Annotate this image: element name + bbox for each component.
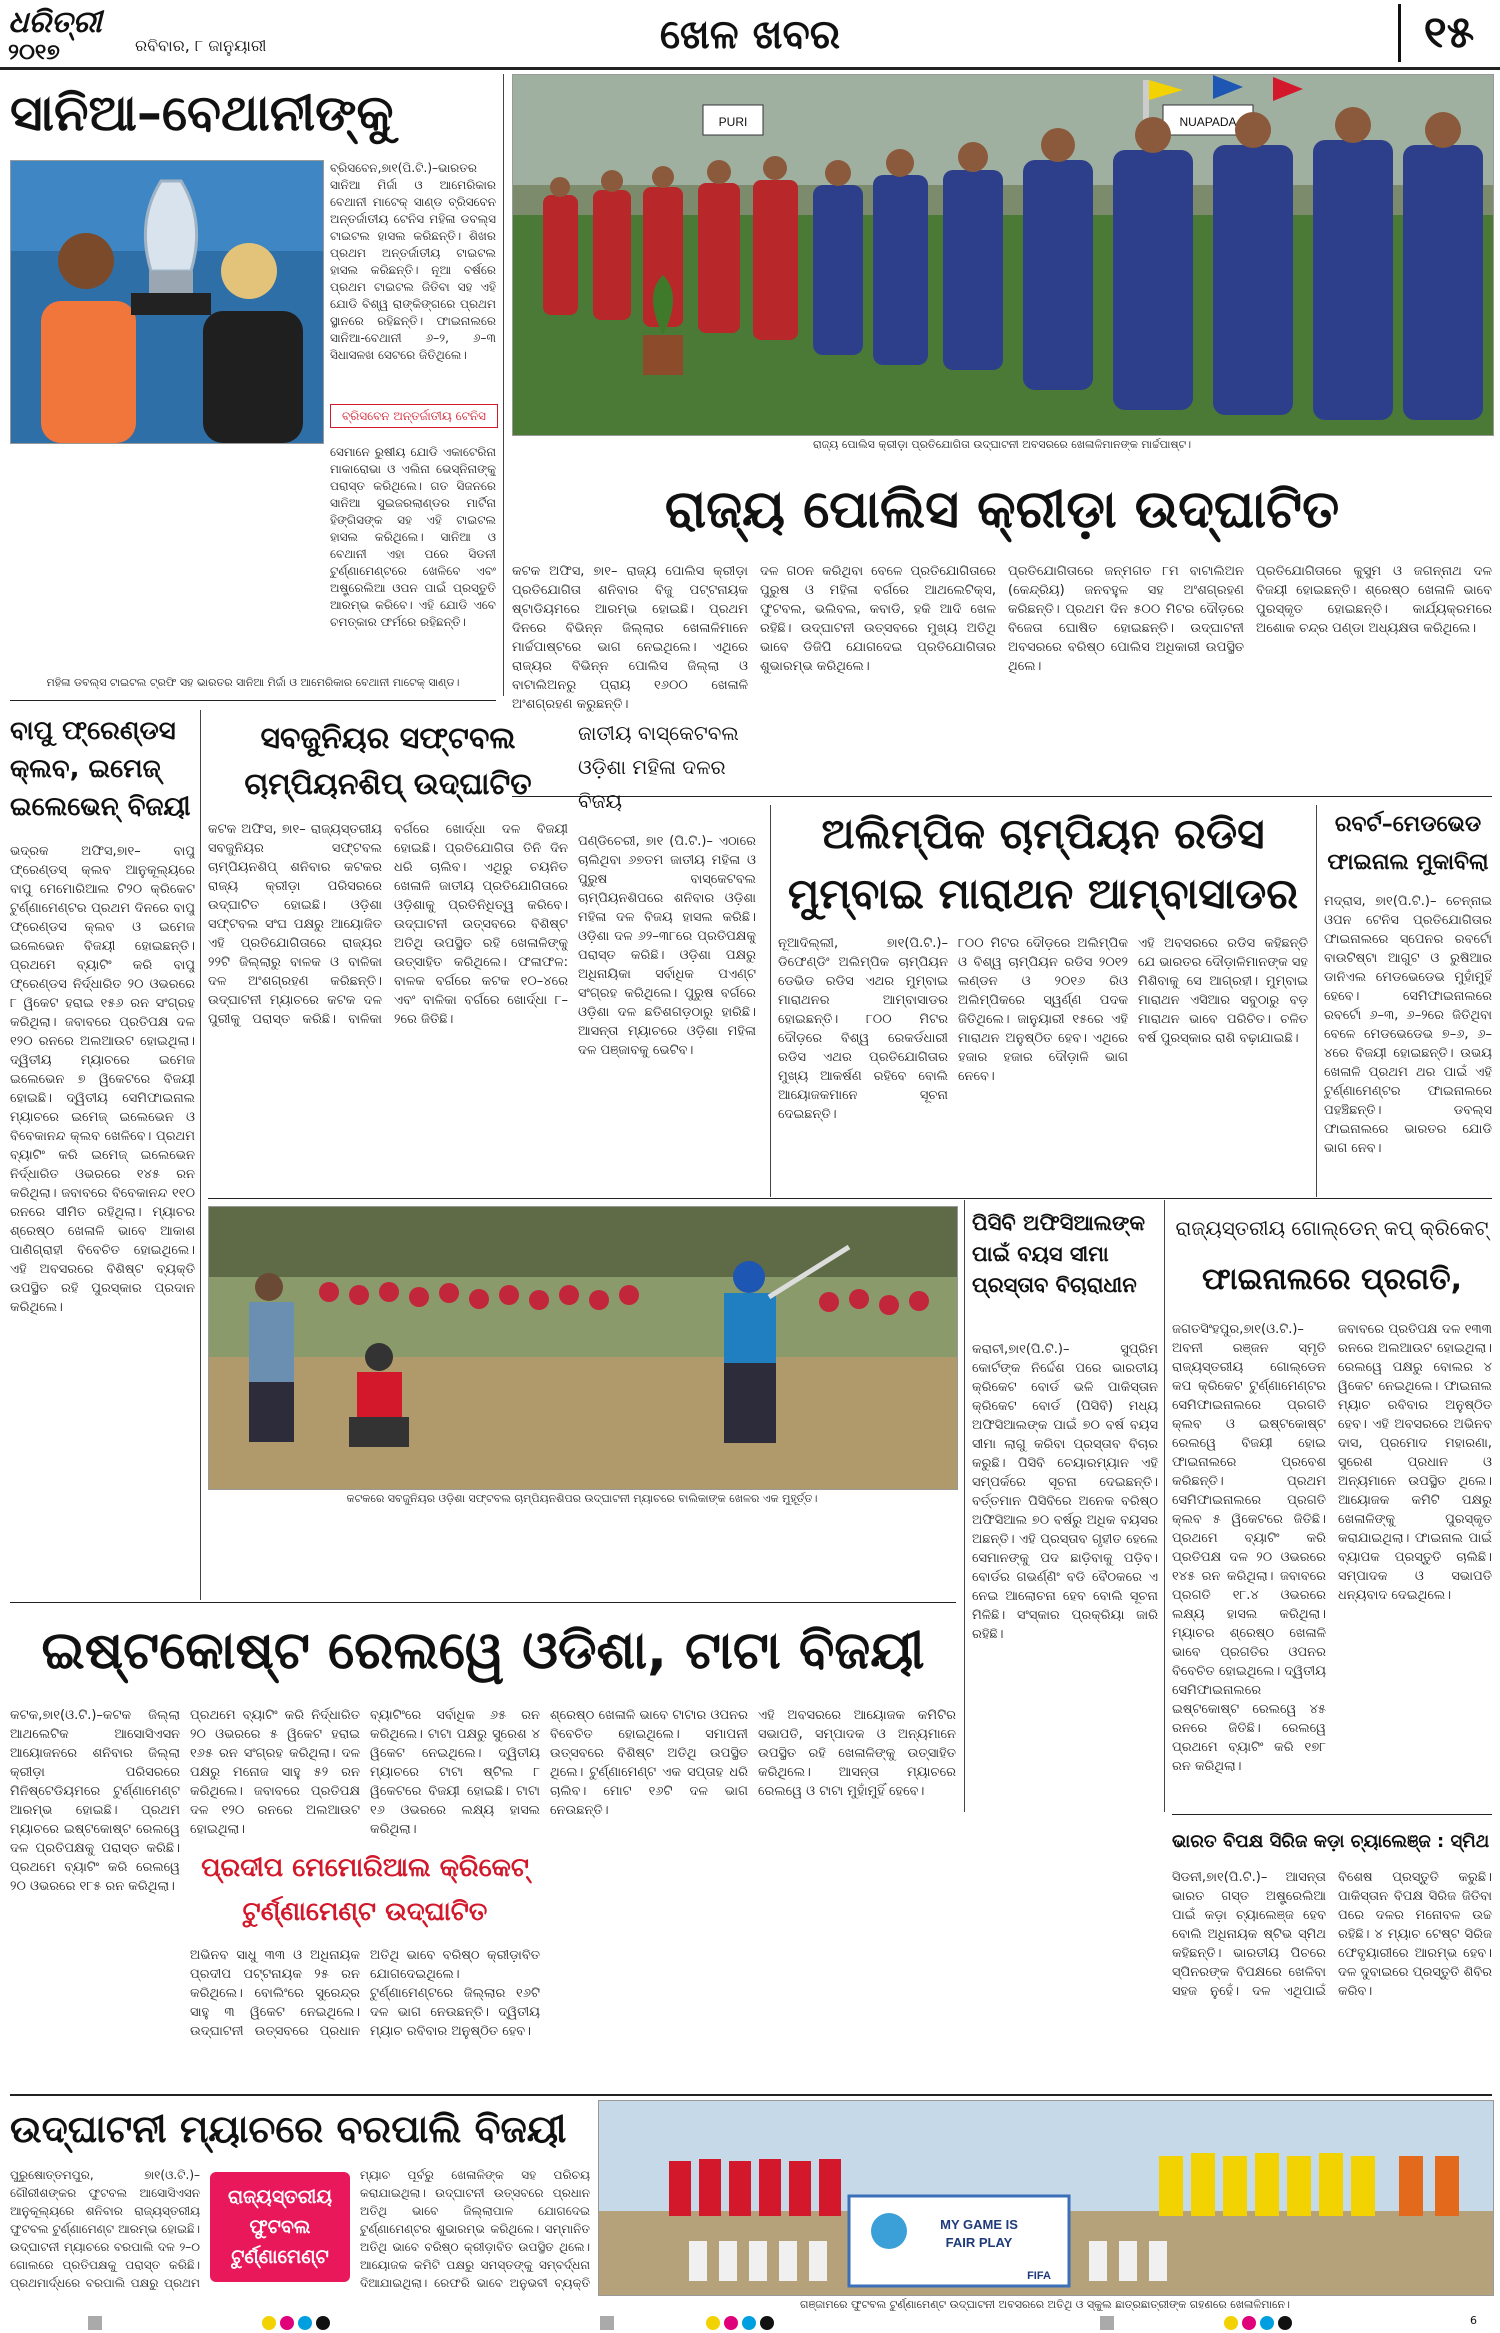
mumbai-headline-line1: ଅଲିମ୍ପିକ ଚାମ୍ପିୟନ ରଡିସ [821,809,1265,858]
banner-line-1: MY GAME IS [940,2217,1018,2232]
barpali-photo-svg [599,2101,1493,2295]
masthead-logo [8,6,118,68]
golden-col-2: ଜବାବରେ ପ୍ରତିପକ୍ଷ ଦଳ ୧୩୩ ରନରେ ଅଲଆଉଟ ହୋଇଥିଲା। ରେଲୱେ ପକ୍ଷରୁ ବୋଲର ୪ ୱିକେଟ ନେଇଥିଲେ। ଫାଇନାଲ ମ୍ୟାଚ ରବିବାର ଅନୁଷ୍ଠିତ ହେବ। ଏହି ଅବସରରେ ଅଭିନବ ଦାସ, ପ୍ରମୋଦ ମହାରଣା, ସୁରେଶ ପ୍ରଧାନ ଓ ଅନ୍ୟମାନେ ଉପସ୍ଥିତ ଥିଲେ। ଆୟୋଜକ କମିଟି ପକ୍ଷରୁ ଖେଳାଳିଙ୍କୁ ପୁରସ୍କୃତ କରାଯାଇଥିଲା। ଫାଇନାଲ ପାଇଁ ବ୍ୟାପକ ପ୍ରସ୍ତୁତି ଚାଲିଛି। ସମ୍ପାଦକ ଓ ସଭାପତି ଧନ୍ୟବାଦ ଦେଇଥିଲେ। [1338,1322,1492,1603]
golden-col-1: ଜଗତସିଂହପୁର,୭ା୧(ଓ.ଟି.)– ଅବନୀ ରଞ୍ଜନ ସ୍ମୃତି ରାଜ୍ୟସ୍ତରୀୟ ଗୋଲ୍‌ଡେନ କପ କ୍ରିକେଟ ଟୁର୍ଣ୍ଣାମେଣ୍ଟର ସେମିଫାଇନାଲରେ ପ୍ରଗତି କ୍ଲବ ଓ ଇଷ୍ଟକୋଷ୍ଟ ରେଲୱେ ବିଜୟୀ ହୋଇ ଫାଇନାଲରେ ପ୍ରବେଶ କରିଛନ୍ତି। ପ୍ରଥମ ସେମିଫାଇନାଲରେ ପ୍ରଗତି କ୍ଲବ ୫ ୱିକେଟରେ ଜିତିଛି। ପ୍ରଥମେ ବ୍ୟାଟିଂ କରି ପ୍ରତିପକ୍ଷ ଦଳ ୨୦ ଓଭରରେ ୧୪୫ ରନ କରିଥିଲା। ଜବାବରେ ପ୍ରଗତି ୧୮.୪ ଓଭରରେ ଲକ୍ଷ୍ୟ ହାସଲ କରିଥିଲା। ମ୍ୟାଚର ଶ୍ରେଷ୍ଠ ଖେଳାଳି ଭାବେ ପ୍ରଗତିର ଓପନର ବିବେଚିତ ହୋଇଥିଲେ। ଦ୍ୱିତୀୟ ସେମିଫାଇନାଲରେ ଇଷ୍ଟକୋଷ୍ଟ ରେଲୱେ ୪୫ ରନରେ ଜିତିଛି। ରେଲୱେ ପ୍ରଥମେ ବ୍ୟାଟିଂ କରି ୧୭୮ ରନ କରିଥିଲା। [1172,1322,1326,1774]
mumbai-headline-line2: ମୁମ୍ବାଇ ମାରାଥନ ଆମ୍ବାସାଡର [787,869,1299,918]
barpali-headline: ଉଦ୍‌ଘାଟନୀ ମ୍ୟାଚରେ ବରପାଲି ବିଜୟୀ [10,2107,567,2151]
registration-dot-magenta-3 [1242,2316,1256,2330]
golden-kicker: ରାଜ୍ୟସ୍ତରୀୟ ଗୋଲ୍‌ଡେନ୍ କପ୍ କ୍ରିକେଟ୍ [1175,1216,1489,1240]
sania-tag: ବ୍ରିସବେନ ଅନ୍ତର୍ଜାତୀୟ ଟେନିସ [330,404,498,428]
barpali-box [210,2172,350,2282]
divider-mumbai [1316,805,1317,1197]
barpali-box-text: ରାଜ୍ୟସ୍ତରୀୟ ଫୁଟବଲ ଟୁର୍ଣ୍ଣାମେଣ୍ଟ [227,2186,333,2268]
divider-basketball [770,805,771,1197]
police-photo-svg [513,75,1493,435]
registration-dot-black-3 [1278,2316,1292,2330]
registration-dot-black-2 [760,2316,774,2330]
mumbai-col-1: ନୂଆଦିଲ୍ଲୀ, ୭ା୧(ପି.ଟି.)– ଡିଫେଣ୍ଡିଂ ଅଲିମ୍ପିକ ଚାମ୍ପିୟନ ଡେଭିଡ ରଡିସ ଏଥର ମୁମ୍ବାଇ ମାରାଥନର ଆମ୍ବାସାଡର ହୋଇଛନ୍ତି। ୮୦୦ ମିଟର ଦୌଡ଼ରେ ବିଶ୍ୱ ରେକର୍ଡଧାରୀ ରଡିସ ଏଥର ପ୍ରତିଯୋଗିତାର ମୁଖ୍ୟ ଆକର୍ଷଣ ରହିବେ ବୋଲି ଆୟୋଜକମାନେ ସୂଚନା ଦେଇଛନ୍ତି। [778,936,948,1122]
rule-above-eastcoast [10,1602,956,1603]
footer-code: 6 [1470,2314,1477,2327]
gray-patch-right [1100,2316,1114,2330]
robert-body: ମଦ୍ରାସ, ୭ା୧(ପି.ଟି.)– ଚେନ୍ନାଇ ଓପନ ଟେନିସ ପ୍ରତିଯୋଗିତାର ଫାଇନାଲରେ ସ୍ପେନର ରବର୍ଟୋ ବାଉଟିଷ୍ଟା ଆଗୁଟ ଓ ରୁଷିଆର ଡାନିଏଲ ମେଡଭେଡେଭ ମୁହାଁମୁହିଁ ହେବେ। ସେମିଫାଇନାଲରେ ରବର୍ଟୋ ୬–୩, ୬–୨ରେ ଜିତିଥିବା ବେଳେ ମେଡଭେଡେଭ ୭–୬, ୬–୪ରେ ବିଜୟୀ ହୋଇଛନ୍ତି। ଉଭୟ ଖେଳାଳି ପ୍ରଥମ ଥର ପାଇଁ ଏହି ଟୁର୍ଣ୍ଣାମେଣ୍ଟର ଫାଇନାଲରେ ପହଞ୍ଚିଛନ୍ତି। ଡବଲ୍ସ ଫାଇନାଲରେ ଭାରତର ଯୋଡି ଭାଗ ନେବ। [1324,894,1492,1156]
sania-caption: ମହିଳା ଡବଲ୍ସ ଟାଇଟଲ ଟ୍ରଫି ସହ ଭାରତର ସାନିଆ ମିର୍ଜା ଓ ଆମେରିକାର ବେଥାନୀ ମାଟେକ୍ ସାଣ୍ଡ। [46,676,460,689]
gray-patch-center [600,2316,614,2330]
india-body: ସିଡନୀ,୭ା୧(ପି.ଟି.)– ଆସନ୍ତା ଭାରତ ଗସ୍ତ ଅଷ୍ଟ୍ରେଲିଆ ପାଇଁ କଡ଼ା ଚ୍ୟାଲେଞ୍ଜ ହେବ ବୋଲି ଅଧିନାୟକ ଷ୍ଟିଭ ସ୍ମିଥ କହିଛନ୍ତି। ଭାରତୀୟ ପିଚରେ ସ୍ପିନରଙ୍କ ବିପକ୍ଷରେ ଖେଳିବା ସହଜ ନୁହେଁ। ଦଳ ଏଥିପାଇଁ ବିଶେଷ ପ୍ରସ୍ତୁତି କରୁଛି। ପାକିସ୍ତାନ ବିପକ୍ଷ ସିରିଜ ଜିତିବା ପରେ ଦଳର ମନୋବଳ ଉଚ୍ଚ ରହିଛି। ୪ ମ୍ୟାଚ ଟେଷ୍ଟ ସିରିଜ ଫେବୃୟାରୀରେ ଆରମ୍ଭ ହେବ। ଦଳ ଦୁବାଇରେ ପ୍ରସ୍ତୁତି ଶିବିର କରିବ। [1172,1870,1492,1999]
barpali-col-2: ମ୍ୟାଚ ପୂର୍ବରୁ ଖେଳାଳିଙ୍କ ସହ ପରିଚୟ କରାଯାଇଥିଲା। ଉଦ୍‌ଘାଟନୀ ଉତ୍ସବରେ ପ୍ରଧାନ ଅତିଥି ଭାବେ ଜିଲ୍ଲାପାଳ ଯୋଗଦେଇ ଟୁର୍ଣ୍ଣାମେଣ୍ଟର ଶୁଭାରମ୍ଭ କରିଥିଲେ। ସମ୍ମାନିତ ଅତିଥି ଭାବେ ବରିଷ୍ଠ କ୍ରୀଡ଼ାବିତ ଉପସ୍ଥିତ ଥିଲେ। ଆୟୋଜକ କମିଟି ପକ୍ଷରୁ ସମସ୍ତଙ୍କୁ ସମ୍ବର୍ଦ୍ଧନା ଦିଆଯାଇଥିଲା। ରେଫରି ଭାବେ ଅନୁଭବୀ ବ୍ୟକ୍ତି [360,2168,590,2290]
registration-dot-cyan-3 [1260,2316,1274,2330]
divider-pcb [964,1200,965,1812]
eastcoast-col-5: ଏହି ଅବସରରେ ଆୟୋଜକ କମିଟିର ସଭାପତି, ସମ୍ପାଦକ ଓ ଅନ୍ୟମାନେ ଉପସ୍ଥିତ ରହି ଖେଳାଳିଙ୍କୁ ଉତ୍ସାହିତ କରିଥିଲେ। ଆସନ୍ତା ମ୍ୟାଚରେ ରେଲୱେ ଓ ଟାଟା ମୁହାଁମୁହିଁ ହେବେ। [758,1708,956,1799]
pcb-body: କରାଚୀ,୭ା୧(ପି.ଟି.)– ସୁପ୍ରିମ କୋର୍ଟଙ୍କ ନିର୍ଦ୍ଦେଶ ପରେ ଭାରତୀୟ କ୍ରିକେଟ ବୋର୍ଡ ଭଳି ପାକିସ୍ତାନ କ୍ରିକେଟ ବୋର୍ଡ (ପିସିବି) ମଧ୍ୟ ଅଫିସିଆଲଙ୍କ ପାଇଁ ୭୦ ବର୍ଷ ବୟସ ସୀମା ଲାଗୁ କରିବା ପ୍ରସ୍ତାବ ବିଚାର କରୁଛି। ପିସିବି ଚେୟାରମ୍ୟାନ ଏହି ସମ୍ପର୍କରେ ସୂଚନା ଦେଇଛନ୍ତି। ବର୍ତ୍ତମାନ ପିସିବିରେ ଅନେକ ବରିଷ୍ଠ ଅଫିସିଆଲ ୭୦ ବର୍ଷରୁ ଅଧିକ ବୟସର ଅଛନ୍ତି। ଏହି ପ୍ରସ୍ତାବ ଗୃହୀତ ହେଲେ ସେମାନଙ୍କୁ ପଦ ଛାଡ଼ିବାକୁ ପଡ଼ିବ। ବୋର୍ଡର ଗଭର୍ଣ୍ଣିଂ ବଡି ବୈଠକରେ ଏ ନେଇ ଆଲୋଚନା ହେବ ବୋଲି ସୂଚନା ମିଳିଛି। ସଂସ୍କାର ପ୍ରକ୍ରିୟା ଜାରି ରହିଛି। [972,1342,1158,1642]
registration-dot-cyan-2 [742,2316,756,2330]
page-number-box [1398,4,1497,62]
divider-golden [1164,1200,1165,1812]
basketball-headline: ଜାତୀୟ ବାସ୍କେଟବଲ ଓଡ଼ିଶା ମହିଳା ଦଳର ବିଜୟ [578,721,739,813]
softball-photo [208,1206,958,1490]
rule-above-barpali [10,2094,1492,2096]
rule-above-softball-photo [208,1198,1492,1199]
mumbai-col-3: ଏହି ଅବସରରେ ରଡିସ କହିଛନ୍ତି ଯେ ଭାରତର ଦୌଡ଼ାଳିମାନଙ୍କ ସହ ମିଶିବାକୁ ସେ ଆଗ୍ରହୀ। ମୁମ୍ବାଇ ମାରାଥନ ଏସିଆର ସବୁଠାରୁ ବଡ଼ ମାରାଥନ ଭାବେ ପରିଚିତ। ଚଳିତ ବର୍ଷ ପୁରସ୍କାର ରାଶି ବଢ଼ାଯାଇଛି। [1138,936,1308,1046]
softball-photo-caption: କଟକରେ ସବଜୁନିୟର ଓଡ଼ିଶା ସଫ୍ଟବଲ ଚାମ୍ପିୟନଶିପର ଉଦ୍‌ଘାଟନୀ ମ୍ୟାଚରେ ବାଲିକାଙ୍କ ଖେଳର ଏକ ମୁହୂର୍ତ୍ତ। [346,1492,818,1505]
registration-dot-yellow [262,2316,276,2330]
divider-bapu [200,710,201,1600]
police-col-4: ପ୍ରତିଯୋଗିତାରେ କୁସୁମ ଓ ଜଗନ୍ନାଥ ଦଳ ବିଜୟୀ ହୋଇଛନ୍ତି। ଶ୍ରେଷ୍ଠ ଖେଳାଳି ଭାବେ ପୁରସ୍କୃତ ହୋଇଛନ୍ତି। କାର୍ଯ୍ୟକ୍ରମରେ ଅଶୋକ ଚନ୍ଦ୍ର ପଣ୍ଡା ଅଧ୍ୟକ୍ଷତା କରିଥିଲେ। [1256,564,1492,636]
police-photo [512,74,1494,436]
sania-photo-svg [11,161,323,443]
banner-brand: FIFA [1027,2270,1051,2282]
banner-puri: PURI [718,115,748,129]
subjunior-body: କଟକ ଅଫିସ, ୭ା୧– ରାଜ୍ୟସ୍ତରୀୟ ସବଜୁନିୟର ସଫ୍ଟବଲ ଚାମ୍ପିୟନଶିପ୍ ଶନିବାର କଟକର ରାଜ୍ୟ କ୍ରୀଡ଼ା ପରିସରରେ ଉଦ୍‌ଘାଟିତ ହୋଇଛି। ଓଡ଼ିଶା ସଫ୍ଟବଲ ସଂଘ ପକ୍ଷରୁ ଆୟୋଜିତ ଏହି ପ୍ରତିଯୋଗିତାରେ ରାଜ୍ୟର ୨୨ଟି ଜିଲ୍ଲାରୁ ବାଳକ ଓ ବାଳିକା ଦଳ ଅଂଶଗ୍ରହଣ କରିଛନ୍ତି। ଉଦ୍‌ଘାଟନୀ ମ୍ୟାଚରେ କଟକ ଦଳ ପୁରୀକୁ ପରାସ୍ତ କରିଛି। ବାଳିକା ବର୍ଗରେ ଖୋର୍ଦ୍ଧା ଦଳ ବିଜୟୀ ହୋଇଛି। ପ୍ରତିଯୋଗିତା ତିନି ଦିନ ଧରି ଚାଲିବ। ଏଥିରୁ ଚୟନିତ ଖେଳାଳି ଜାତୀୟ ପ୍ରତିଯୋଗିତାରେ ଓଡ଼ିଶାକୁ ପ୍ରତିନିଧିତ୍ୱ କରିବେ। ଉଦ୍‌ଘାଟନୀ ଉତ୍ସବରେ ବିଶିଷ୍ଟ ଅତିଥି ଉପସ୍ଥିତ ରହି ଖେଳାଳିଙ୍କୁ ଉତ୍ସାହିତ କରିଥିଲେ। ଫଳାଫଳ: ବାଳକ ବର୍ଗରେ କଟକ ୧୦–୪ରେ ଏବଂ ବାଳିକା ବର୍ଗରେ ଖୋର୍ଦ୍ଧା ୮–୨ରେ ଜିତିଛି। [208,822,568,1027]
police-col-2: ଦଳ ଗଠନ କରିଥିବା ବେଳେ ପ୍ରତିଯୋଗିତାରେ ପୁରୁଷ ଓ ମହିଳା ବର୍ଗରେ ଆଥଲେଟିକ୍ସ, ଫୁଟବଲ, ଭଲିବଲ, କବାଡି, ହକି ଆଦି ଖେଳ ରହିଛି। ଉଦ୍‌ଘାଟନୀ ଉତ୍ସବରେ ମୁଖ୍ୟ ଅତିଥି ଭାବେ ଡିଜିପି ଯୋଗଦେଇ ପ୍ରତିଯୋଗିତାର ଶୁଭାରମ୍ଭ କରିଥିଲେ। [760,564,996,674]
police-col-3: ପ୍ରତିଯୋଗିତାରେ ଜନ୍ମଗତ ୮ମ ବାଟାଲିଅନ (କେନ୍ଦ୍ରିୟ) ଜନବହୁଳ ସହ ଅଂଶଗ୍ରହଣ କରିଛନ୍ତି। ପ୍ରଥମ ଦିନ ୫୦୦ ମିଟର ଦୌଡ଼ରେ ବିଜେତା ଘୋଷିତ ହୋଇଛନ୍ତି। ଉଦ୍‌ଘାଟନୀ ଅବସରରେ ବରିଷ୍ଠ ପୋଲିସ ଅଧିକାରୀ ଉପସ୍ଥିତ ଥିଲେ। [1008,564,1244,674]
police-headline: ରାଜ୍ୟ ପୋଲିସ କ୍ରୀଡ଼ା ଉଦ୍‌ଘାଟିତ [664,480,1340,540]
eastcoast-headline: ଇଷ୍ଟକୋଷ୍ଟ ରେଲୱେ ଓଡିଶା, ଟାଟା ବିଜୟୀ [41,1621,925,1681]
registration-dot-yellow-2 [706,2316,720,2330]
police-photo-caption: ରାଜ୍ୟ ପୋଲିସ କ୍ରୀଡ଼ା ପ୍ରତିଯୋଗିତା ଉଦ୍‌ଘାଟନୀ ଅବସରରେ ଖେଳାଳିମାନଙ୍କ ମାର୍ଚ୍ଚପାଷ୍ଟ। [812,438,1192,451]
mumbai-col-2: ୮୦୦ ମିଟର ଦୌଡ଼ରେ ଅଲିମ୍ପିକ ଓ ବିଶ୍ୱ ଚାମ୍ପିୟନ ରଡିସ ୨୦୧୨ ଲଣ୍ଡନ ଓ ୨୦୧୬ ରିଓ ଅଲିମ୍ପିକରେ ସ୍ୱର୍ଣ୍ଣ ପଦକ ଜିତିଥିଲେ। ଜାନୁୟାରୀ ୧୫ରେ ଏହି ମାରାଥନ ଅନୁଷ୍ଠିତ ହେବ। ଏଥିରେ ହଜାର ହଜାର ଦୌଡ଼ାଳି ଭାଗ ନେବେ। [958,936,1128,1084]
barpali-photo [598,2100,1494,2296]
subjunior-headline: ସବଜୁନିୟର ସଫ୍ଟବଲ ଚାମ୍ପିୟନଶିପ୍ ଉଦ୍‌ଘାଟିତ [244,721,532,802]
sania-photo [10,160,324,444]
pcb-headline: ପିସିବି ଅଫିସିଆଲଙ୍କ ପାଇଁ ବୟସ ସୀମା ପ୍ରସ୍ତାବ ବିଚାରାଧୀନ [972,1211,1145,1297]
registration-dot-magenta [280,2316,294,2330]
divider-top-left [503,74,504,696]
eastcoast-col-1: କଟକ,୭ା୧(ଓ.ଟି.)–କଟକ ଜିଲ୍ଲା ଆଥଲେଟିକ ଆସୋସିଏସନ ଆୟୋଜନରେ ଶନିବାର ଜିଲ୍ଲା କ୍ରୀଡ଼ା ପରିସରରେ ମିନିଷ୍ଟେଡିୟମରେ ଟୁର୍ଣ୍ଣାମେଣ୍ଟ ଆରମ୍ଭ ହୋଇଛି। ପ୍ରଥମ ମ୍ୟାଚରେ ଇଷ୍ଟକୋଷ୍ଟ ରେଲୱେ ଦଳ ପ୍ରତିପକ୍ଷକୁ ପରାସ୍ତ କରିଛି। ପ୍ରଥମେ ବ୍ୟାଟିଂ କରି ରେଲୱେ ୨୦ ଓଭରରେ ୧୮୫ ରନ କରିଥିଲା। [10,1708,180,1894]
golden-headline: ଫାଇନାଲରେ ପ୍ରଗତି, [1201,1262,1463,1297]
bapu-body: ଭଦ୍ରକ ଅଫିସ,୭ା୧– ବାପୁ ଫ୍ରେଣ୍ଡସ୍ କ୍ଲବ ଆନୁକୂଲ୍ୟରେ ବାପୁ ମେମୋରିଆଲ ଟି୨୦ କ୍ରିକେଟ ଟୁର୍ଣ୍ଣାମେଣ୍ଟର ପ୍ରଥମ ଦିନରେ ବାପୁ ଫ୍ରେଣ୍ଡସ କ୍ଲବ ଓ ଇମେଜ ଇଲେଭେନ ବିଜୟୀ ହୋଇଛନ୍ତି। ପ୍ରଥମେ ବ୍ୟାଟିଂ କରି ବାପୁ ଫ୍ରେଣ୍ଡସ ନିର୍ଦ୍ଧାରିତ ୨୦ ଓଭରରେ ୮ ୱିକେଟ ହରାଇ ୧୫୬ ରନ ସଂଗ୍ରହ କରିଥିଲା। ଜବାବରେ ପ୍ରତିପକ୍ଷ ଦଳ ୧୨୦ ରନରେ ଅଲଆଉଟ ହୋଇଥିଲା। ଦ୍ୱିତୀୟ ମ୍ୟାଚରେ ଇମେଜ ଇଲେଭେନ ୭ ୱିକେଟରେ ବିଜୟୀ ହୋଇଛି। ଦ୍ୱିତୀୟ ସେମିଫାଇନାଲ ମ୍ୟାଚରେ ଇମେଜ୍ ଇଲେଭେନ ଓ ବିବେକାନନ୍ଦ କ୍ଲବ ଖେଳିବେ। ପ୍ରଥମ ବ୍ୟାଟିଂ କରି ଇମେଜ୍ ଇଲେଭେନ ନିର୍ଦ୍ଧାରିତ ଓଭରରେ ୧୪୫ ରନ କରିଥିଲା। ଜବାବରେ ବିବେକାନନ୍ଦ ୧୧୦ ରନରେ ସୀମିତ ରହିଥିଲା। ମ୍ୟାଚର ଶ୍ରେଷ୍ଠ ଖେଳାଳି ଭାବେ ଆକାଶ ପାଣିଗ୍ରାହୀ ବିବେଚିତ ହୋଇଥିଲେ। ଏହି ଅବସରରେ ବିଶିଷ୍ଟ ବ୍ୟକ୍ତି ଉପସ୍ଥିତ ରହି ପୁରସ୍କାର ପ୍ରଦାନ କରିଥିଲେ। [10,844,195,1315]
eastcoast-col-3: ବ୍ୟାଟିଂରେ ସର୍ବାଧିକ ୬୫ ରନ କରିଥିଲେ। ଟାଟା ପକ୍ଷରୁ ସୁରେଶ ୪ ୱିକେଟ ନେଇଥିଲେ। ଦ୍ୱିତୀୟ ମ୍ୟାଚରେ ଟାଟା ଷ୍ଟିଲ ୮ ୱିକେଟରେ ବିଜୟୀ ହୋଇଛି। ଟାଟା ୧୬ ଓଭରରେ ଲକ୍ଷ୍ୟ ହାସଲ କରିଥିଲା। [370,1708,540,1837]
pradeep-headline: ପ୍ରଦୀପ ମେମୋରିଆଲ କ୍ରିକେଟ୍ ଟୁର୍ଣ୍ଣାମେଣ୍ଟ ଉଦ୍‌ଘାଟିତ [201,1853,529,1927]
registration-dot-black [316,2316,330,2330]
logo-year: ୨୦୧୭ [8,40,60,65]
india-headline: ଭାରତ ବିପକ୍ଷ ସିରିଜ କଡ଼ା ଚ୍ୟାଲେଞ୍ଜ : ସ୍ମିଥ [1172,1831,1490,1852]
barpali-photo-caption: ଗଞ୍ଜାମରେ ଫୁଟବଲ ଟୁର୍ଣ୍ଣାମେଣ୍ଟ ଉଦ୍‌ଘାଟନୀ ଅବସରରେ ଅତିଥି ଓ ସ୍କୁଲ ଛାତ୍ରଛାତ୍ରୀଙ୍କ ଗହଣରେ ଖେଳାଳିମାନେ। [799,2298,1291,2311]
pradeep-body: ଅଭିନବ ସାଧୁ ୩୩ ଓ ଅଧିନାୟକ ପ୍ରଦୀପ ପଟ୍ଟନାୟକ ୨୫ ରନ କରିଥିଲେ। ବୋଲିଂରେ ସୁରେନ୍ଦ୍ର ସାହୁ ୩ ୱିକେଟ ନେଇଥିଲେ। ଉଦ୍‌ଘାଟନୀ ଉତ୍ସବରେ ପ୍ରଧାନ ଅତିଥି ଭାବେ ବରିଷ୍ଠ କ୍ରୀଡ଼ାବିତ ଯୋଗଦେଇଥିଲେ। ଟୁର୍ଣ୍ଣାମେଣ୍ଟରେ ଜିଲ୍ଲାର ୧୬ଟି ଦଳ ଭାଗ ନେଉଛନ୍ତି। ଦ୍ୱିତୀୟ ମ୍ୟାଚ ରବିବାର ଅନୁଷ୍ଠିତ ହେବ। [190,1948,540,2039]
registration-dot-yellow-3 [1224,2316,1238,2330]
sania-body-1: ବ୍ରିସବେନ,୭ା୧(ପି.ଟି.)–ଭାରତର ସାନିଆ ମିର୍ଜା ଓ ଆମେରିକାର ବେଥାନୀ ମାଟେକ୍ ସାଣ୍ଡ ବ୍ରିସବେନ ଅନ୍ତର୍ଜାତୀୟ ଟେନିସ ମହିଳା ଡବଲ୍ସ ଟାଇଟଲ ହାସଲ କରିଛନ୍ତି। ଶିଖର ପ୍ରଥମ ଅନ୍ତର୍ଜାତୀୟ ଟାଇଟଲ ହାସଲ କରିଛନ୍ତି। ନୂଆ ବର୍ଷରେ ପ୍ରଥମ ଟାଇଟଲ ଜିତିବା ସହ ଏହି ଯୋଡି ବିଶ୍ୱ ରାଙ୍କିଙ୍ଗରେ ପ୍ରଥମ ସ୍ଥାନରେ ରହିଛନ୍ତି। ଫାଇନାଲରେ ସାନିଆ-ବେଥାନୀ ୬–୨, ୬–୩ ସିଧାସଳଖ ସେଟରେ ଜିତିଥିଲେ। [330,161,496,362]
police-col-1: କଟକ ଅଫିସ, ୭ା୧– ରାଜ୍ୟ ପୋଲିସ କ୍ରୀଡ଼ା ପ୍ରତିଯୋଗିତା ଶନିବାର ବିଜୁ ପଟ୍ଟନାୟକ ଷ୍ଟାଡିୟମରେ ଆରମ୍ଭ ହୋଇଛି। ପ୍ରଥମ ଦିନରେ ବିଭିନ୍ନ ଜିଲ୍ଲାର ଖେଳାଳିମାନେ ମାର୍ଚ୍ଚପାଷ୍ଟରେ ଭାଗ ନେଇଥିଲେ। ଏଥିରେ ରାଜ୍ୟର ବିଭିନ୍ନ ପୋଲିସ ଜିଲ୍ଲା ଓ ବାଟାଲିଅନରୁ ପ୍ରାୟ ୧୬୦୦ ଖେଳାଳି ଅଂଶଗ୍ରହଣ କରୁଛନ୍ତି। [512,564,748,712]
bapu-headline: ବାପୁ ଫ୍ରେଣ୍ଡସ କ୍ଲବ, ଇମେଜ୍ ଇଲେଭେନ୍ ବିଜୟୀ [10,716,191,822]
basketball-body: ପଣ୍ଡିଚେରୀ, ୭ା୧ (ପି.ଟି.)– ଏଠାରେ ଚାଲିଥିବା ୬୭ତମ ଜାତୀୟ ମହିଳା ଓ ପୁରୁଷ ବାସ୍କେଟବଲ ଚାମ୍ପିୟନଶିପରେ ଶନିବାର ଓଡ଼ିଶା ମହିଳା ଦଳ ବିଜୟ ହାସଲ କରିଛି। ଓଡ଼ିଶା ଦଳ ୬୨–୩୮ରେ ପ୍ରତିପକ୍ଷକୁ ପରାସ୍ତ କରିଛି। ଓଡ଼ିଶା ପକ୍ଷରୁ ଅଧିନାୟିକା ସର୍ବାଧିକ ପଏଣ୍ଟ ସଂଗ୍ରହ କରିଥିଲେ। ପୁରୁଷ ବର୍ଗରେ ଓଡ଼ିଶା ଦଳ ଛତିଶଗଡ଼ଠାରୁ ହାରିଛି। ଆସନ୍ତା ମ୍ୟାଚରେ ଓଡ଼ିଶା ମହିଳା ଦଳ ପଞ୍ଜାବକୁ ଭେଟିବ। [578,834,756,1058]
sania-headline: ସାନିଆ–ବେଥାନୀଙ୍କୁ [10,84,394,142]
rule-above-india [1172,1814,1492,1815]
logo-script: ଧରିତ୍ରୀ [8,5,102,40]
eastcoast-col-4: ଶ୍ରେଷ୍ଠ ଖେଳାଳି ଭାବେ ଟାଟାର ଓପନର ବିବେଚିତ ହୋଇଥିଲେ। ସମାପନୀ ଉତ୍ସବରେ ବିଶିଷ୍ଟ ଅତିଥି ଉପସ୍ଥିତ ଥିଲେ। ଟୁର୍ଣ୍ଣାମେଣ୍ଟ ଏକ ସପ୍ତାହ ଧରି ଚାଲିବ। ମୋଟ ୧୬ଟି ଦଳ ଭାଗ ନେଉଛନ୍ତି। [550,1708,748,1818]
page-number: ୧୫ [1423,7,1475,58]
banner-line-2: FAIR PLAY [945,2235,1013,2250]
barpali-col-1: ପୁରୁଷୋତ୍ତମପୁର, ୭ା୧(ଓ.ଟି.)– ଗୌରୀଶଙ୍କର ଫୁଟବଲ ଆସୋସିଏସନ ଆନୁକୂଲ୍ୟରେ ଶନିବାର ରାଜ୍ୟସ୍ତରୀୟ ଫୁଟବଲ ଟୁର୍ଣ୍ଣାମେଣ୍ଟ ଆରମ୍ଭ ହୋଇଛି। ଉଦ୍‌ଘାଟନୀ ମ୍ୟାଚରେ ବରପାଲି ଦଳ ୨–୦ ଗୋଲରେ ପ୍ରତିପକ୍ଷକୁ ପରାସ୍ତ କରିଛି। ପ୍ରଥମାର୍ଦ୍ଧରେ ବରପାଲି ପକ୍ଷରୁ ପ୍ରଥମ [10,2168,200,2290]
robert-headline: ରବର୍ଟ–ମେଡଭେଡ ଫାଇନାଲ ମୁକାବିଲା [1327,812,1489,875]
section-title: ଖେଳ ଖବର [659,12,841,58]
eastcoast-col-2: ପ୍ରଥମେ ବ୍ୟାଟିଂ କରି ନିର୍ଦ୍ଧାରିତ ୨୦ ଓଭରରେ ୫ ୱିକେଟ ହରାଇ ୧୬୫ ରନ ସଂଗ୍ରହ କରିଥିଲା। ଦଳ ପକ୍ଷରୁ ମନୋଜ ସାହୁ ୫୨ ରନ କରିଥିଲେ। ଜବାବରେ ପ୍ରତିପକ୍ଷ ଦଳ ୧୨୦ ରନରେ ଅଲଆଉଟ ହୋଇଥିଲା। [190,1708,360,1837]
banner-nuapada: NUAPADA [1179,115,1237,129]
masthead-rule [0,67,1500,70]
rule-under-sania [10,700,496,701]
registration-dot-magenta-2 [724,2316,738,2330]
gray-patch-left [88,2316,102,2330]
masthead-date: ରବିବାର, ୮ ଜାନୁୟାରୀ [135,36,267,55]
sania-body-2: ସେମାନେ ରୁଷୀୟ ଯୋଡି ଏକାଟେରିନା ମାକାରୋଭା ଓ ଏଲିନା ଭେସ୍ନିନାଙ୍କୁ ପରାସ୍ତ କରିଥିଲେ। ଗତ ସିଜନରେ ସାନିଆ ସୁଇଜରଲାଣ୍ଡର ମାର୍ଟିନା ହିଙ୍ଗିସଙ୍କ ସହ ଏହି ଟାଇଟଲ ହାସଲ କରିଥିଲେ। ସାନିଆ ଓ ବେଥାନୀ ଏହା ପରେ ସିଡନୀ ଟୁର୍ଣ୍ଣାମେଣ୍ଟରେ ଖେଳିବେ ଏବଂ ଅଷ୍ଟ୍ରେଲିଆ ଓପନ ପାଇଁ ପ୍ରସ୍ତୁତି ଆରମ୍ଭ କରିବେ। ଏହି ଯୋଡି ଏବେ ଚମତ୍କାର ଫର୍ମରେ ରହିଛନ୍ତି। [330,445,496,629]
softball-photo-svg [209,1207,957,1489]
registration-dot-cyan [298,2316,312,2330]
